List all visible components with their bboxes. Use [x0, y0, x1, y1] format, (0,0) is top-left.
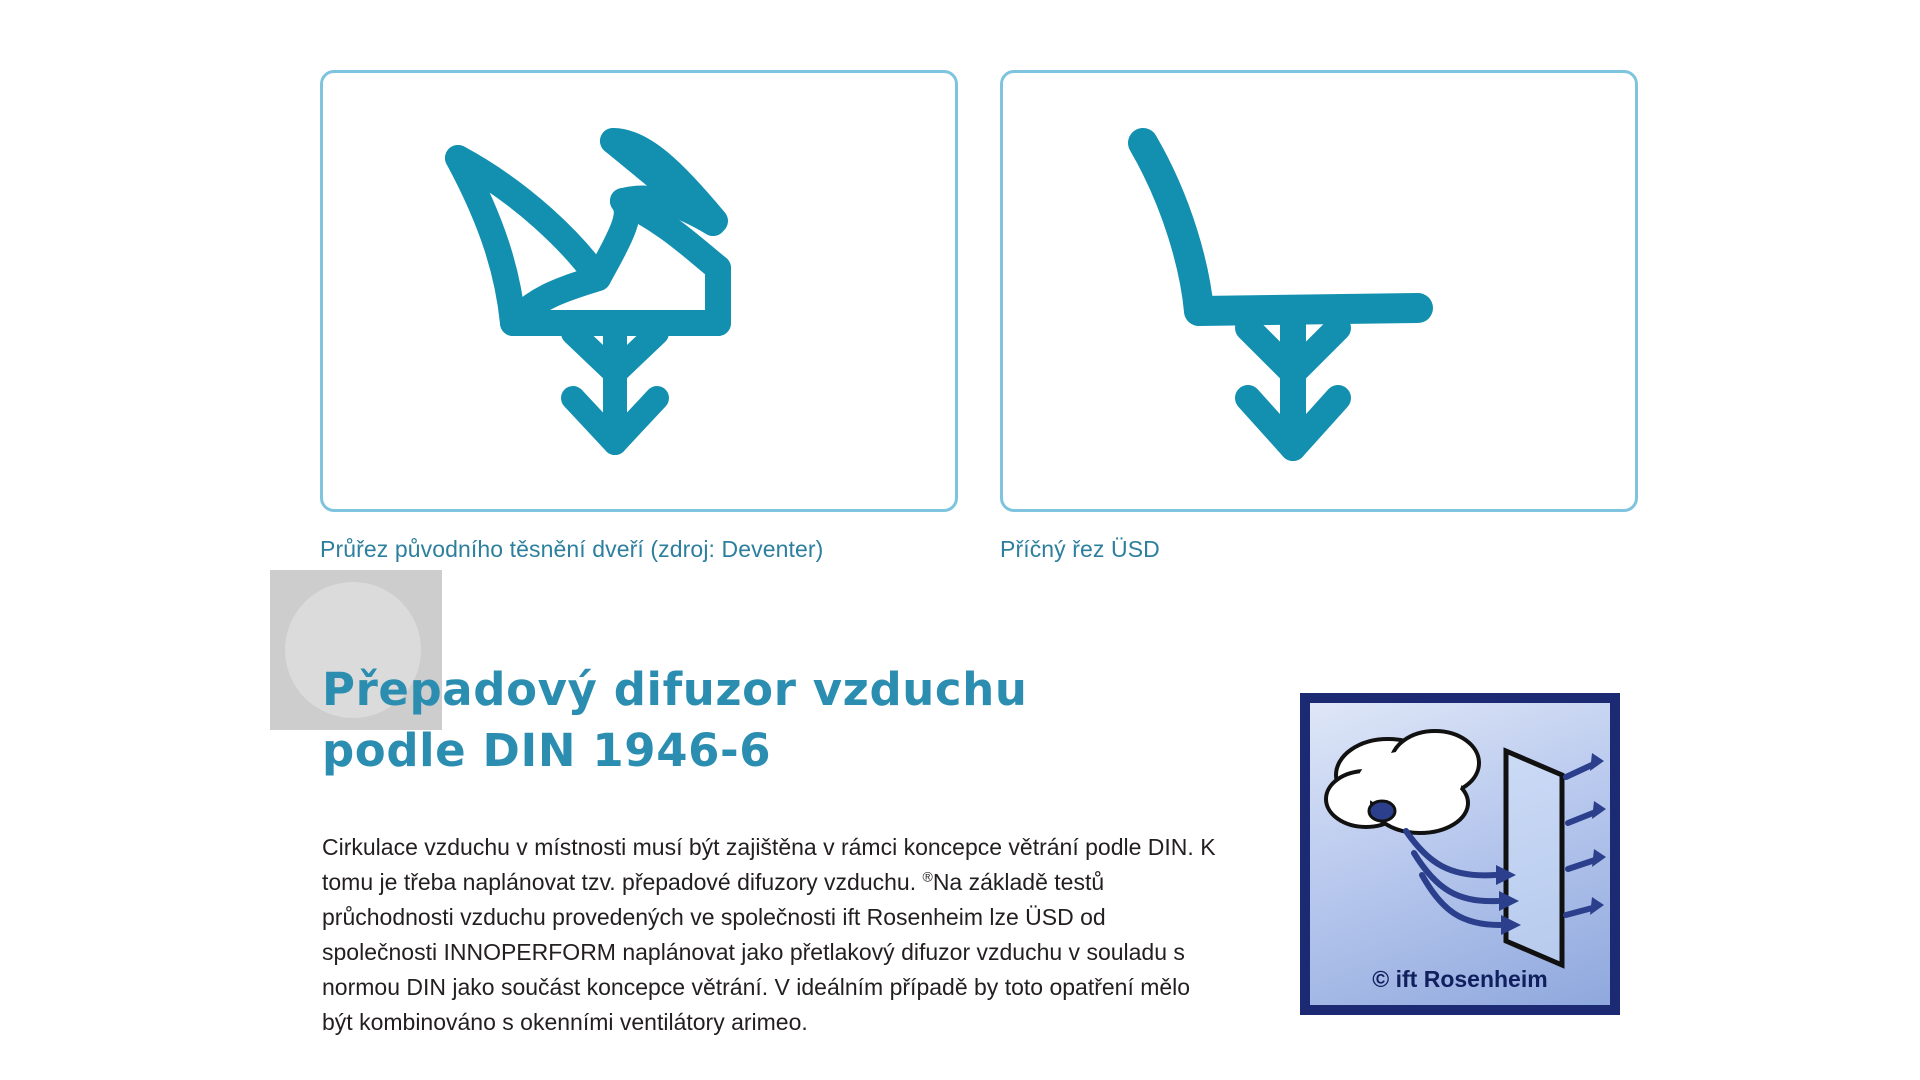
figure-caption: Příčný řez ÜSD [1000, 536, 1160, 562]
usd-cross-section-icon [1003, 73, 1638, 512]
door-seal-cross-section-icon [323, 73, 958, 512]
figure-row [320, 70, 1640, 563]
ift-rosenheim-logo-artwork [1310, 703, 1610, 1005]
figure-caption: Průřez původního těsnění dveří (zdroj: Deventer) [320, 536, 824, 562]
footnote-marker: ® [922, 868, 933, 885]
figure-usd-frame [1000, 70, 1638, 512]
ift-rosenheim-logo [1300, 693, 1620, 1015]
page-title-line-2: podle DIN 1946-6 [322, 723, 772, 777]
page-title-line-1: Přepadový difuzor vzduchu [322, 663, 1028, 716]
logo-caption: © ift Rosenheim [1372, 966, 1548, 992]
page-title [322, 660, 1322, 782]
figure-usd [1000, 70, 1640, 563]
figure-door-seal [320, 70, 960, 563]
figure-door-seal-frame [320, 70, 958, 512]
body-paragraph [322, 830, 1222, 1040]
body-text-part-1: Cirkulace vzduchu v místnosti musí být zajištěna v rámci koncepce větrání podle DIN. K tomu je třeba naplánovat tzv. přepadové difuzory vzduchu. [322, 834, 1216, 895]
cloud-window-airflow-icon [1310, 703, 1610, 1005]
body-text-part-2: Na základě testů průchodnosti vzduchu provedených ve společnosti ift Rosenheim lze ÜSD od společnosti INNOPERFORM naplánovat jako přetlakový difuzor vzduchu v souladu s normou DIN jako součást koncepce větrání. V ideálním případě by toto opatření mělo být kombinováno s okenními ventilátory arimeo. [322, 868, 1191, 1035]
